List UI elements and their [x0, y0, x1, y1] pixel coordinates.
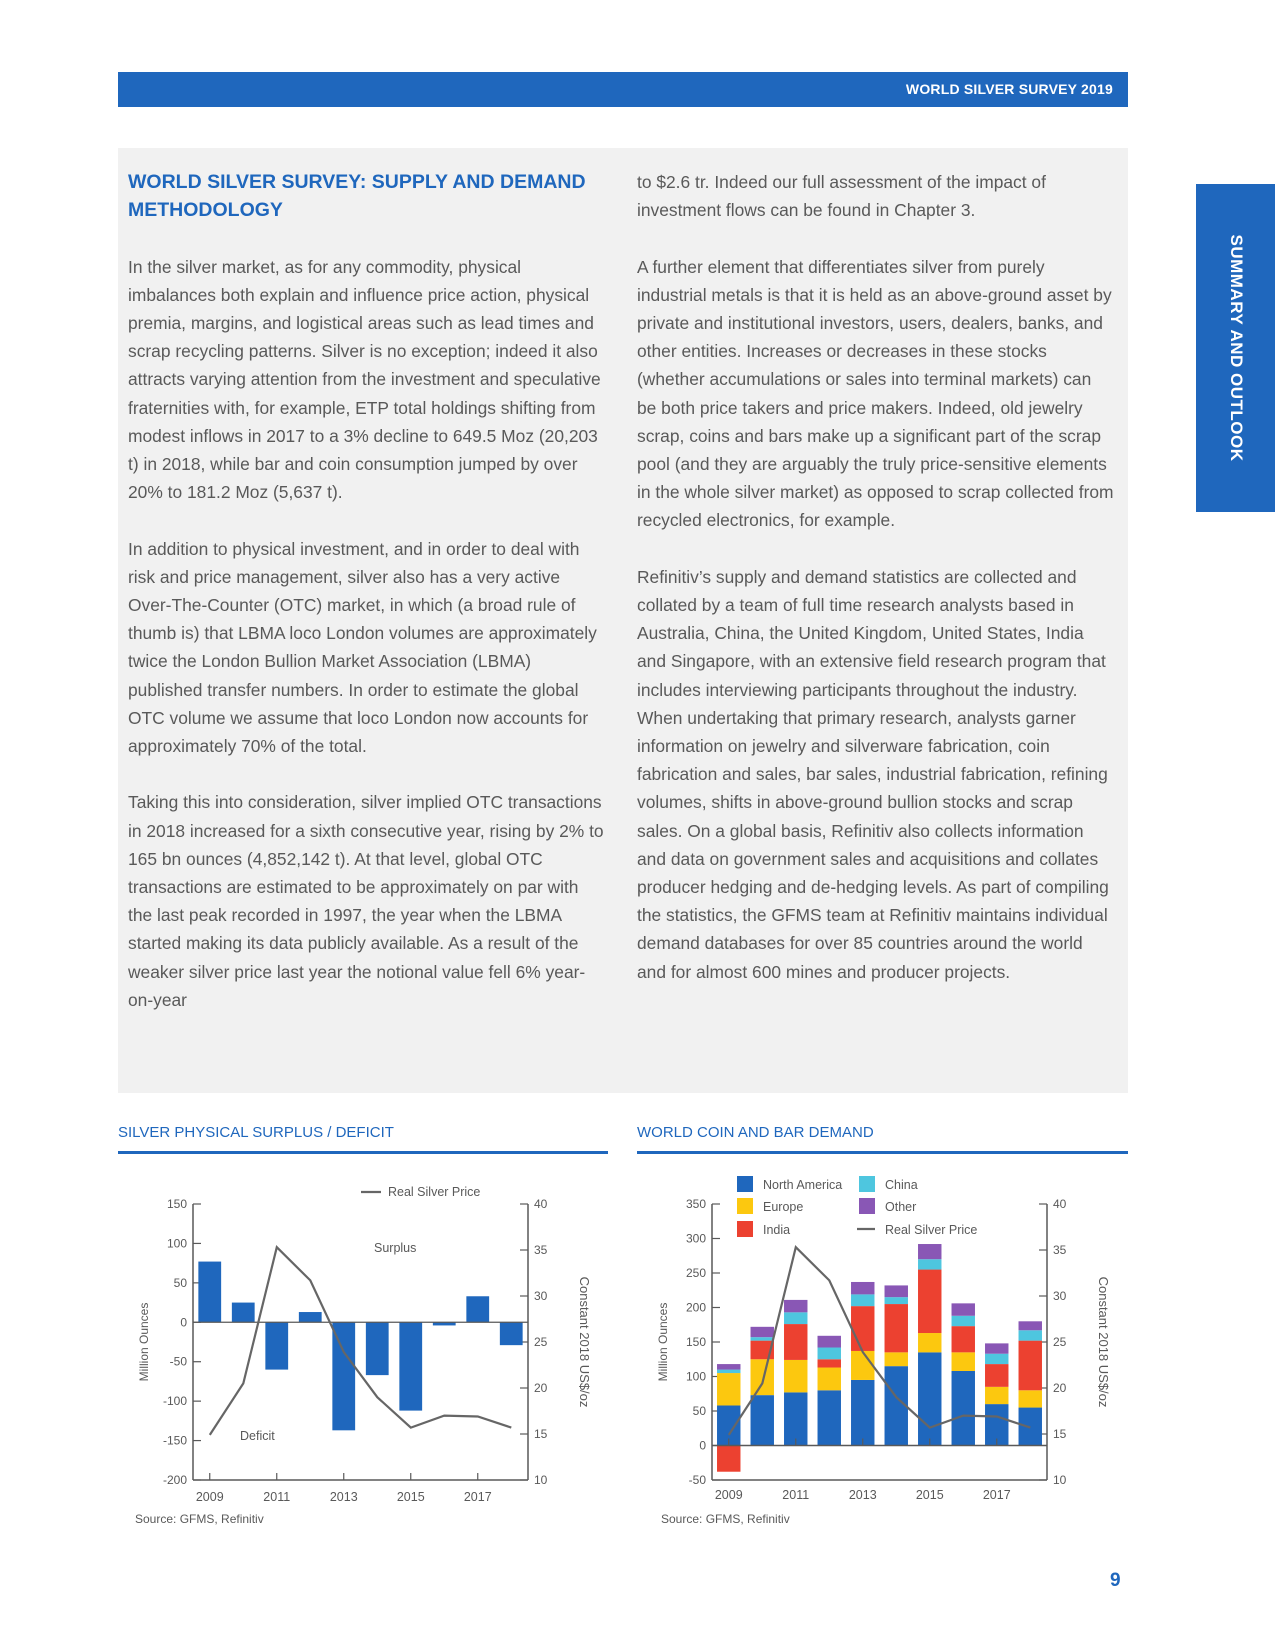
bar-segment-other — [784, 1300, 807, 1312]
surplus-deficit-chart — [118, 1170, 608, 1505]
bar-segment-india — [952, 1326, 975, 1352]
bar-segment-europe — [818, 1368, 841, 1391]
bar-segment-india — [818, 1359, 841, 1367]
y-axis-title: Million Ounces — [137, 1302, 151, 1382]
bar-segment-europe — [885, 1352, 908, 1366]
y-tick-label: 250 — [685, 1266, 706, 1280]
bar-segment-other — [918, 1244, 941, 1259]
side-tab-summary-outlook[interactable] — [1196, 184, 1275, 512]
bar-segment-india — [1019, 1341, 1042, 1391]
y2-tick-label: 10 — [534, 1473, 548, 1487]
bar-segment-europe — [985, 1387, 1008, 1404]
y-tick-label: 50 — [173, 1275, 187, 1290]
y2-tick-label: 20 — [534, 1381, 548, 1395]
chart2-title: WORLD COIN AND BAR DEMAND — [637, 1124, 874, 1141]
bar-segment-china — [885, 1297, 908, 1304]
bar-segment-china — [952, 1316, 975, 1326]
bar — [500, 1322, 523, 1345]
bar-segment-other — [952, 1303, 975, 1315]
bar — [232, 1303, 255, 1323]
bar-segment-europe — [1019, 1390, 1042, 1407]
real-silver-price-line — [210, 1247, 512, 1435]
y-tick-label: 100 — [685, 1369, 706, 1384]
legend-label-other: Other — [885, 1200, 917, 1214]
y-tick-label: 50 — [692, 1404, 706, 1418]
methodology-text-box — [118, 148, 1128, 1093]
legend-label-europe: Europe — [763, 1200, 804, 1214]
y2-tick-label: 15 — [1053, 1427, 1067, 1441]
legend-label-india: India — [763, 1223, 791, 1237]
legend-label-north-america: North America — [763, 1178, 843, 1192]
y-tick-label: -200 — [162, 1473, 187, 1487]
chart1-title-rule — [118, 1151, 608, 1154]
bar-segment-europe — [952, 1352, 975, 1371]
legend-swatch-china — [859, 1176, 875, 1192]
y-axis-title: Million Ounces — [656, 1302, 670, 1382]
side-tab-label: SUMMARY AND OUTLOOK — [1226, 234, 1246, 462]
y2-tick-label: 35 — [534, 1243, 548, 1257]
legend-swatch-other — [859, 1198, 875, 1214]
bar — [466, 1296, 489, 1322]
x-tick-label: 2015 — [396, 1490, 425, 1504]
y-tick-label: 300 — [685, 1231, 706, 1246]
bar-segment-china — [751, 1337, 774, 1340]
y2-tick-label: 35 — [1053, 1243, 1067, 1257]
y-tick-label: 0 — [699, 1438, 706, 1453]
bar-segment-other — [985, 1343, 1008, 1353]
y2-axis-title: Constant 2018 US$/oz — [577, 1276, 592, 1408]
paragraph: Taking this into consideration, silver implied OTC transactions in 2018 increased for a sixth consecutive year, rising by 2% to 165 bn ounces (4,852,142 t). At that level, global OTC transactions are estimated to be approximately on par with the last peak recorded in 1997, the year when the LBMA started making its data publicly available. As a result of the weaker silver price last year the notional value fell 6% year-on-year — [128, 792, 604, 1010]
paragraph: A further element that differentiates silver from purely industrial metals is that it is held as an above-ground asset by private and institutional investors, users, dealers, banks, and other entities. Increases or decreases in these stocks (whether accumulations or sales into terminal markets) can be both price takers and price makers. Indeed, old jewelry scrap, coins and bars make up a significant part of the scrap pool (and they are arguably the truly price-sensitive elements in the whole silver market) as opposed to scrap collected from recycled electronics, for example. — [637, 256, 1114, 531]
bar-segment-europe — [717, 1373, 740, 1405]
chart2-source: Source: GFMS, Refinitiv — [661, 1512, 790, 1526]
paragraph: In the silver market, as for any commodity, physical imbalances both explain and influence price action, physical premia, margins, and logistical areas such as lead times and scrap recycling patterns. Silver is no exception; indeed it also attracts varying attention from the investment and speculative fraternities with, for example, ETP total holdings shifting from modest inflows in 2017 to a 3% decline to 649.5 Moz (20,203 t) in 2018, while bar and coin consumption jumped by over 20% to 181.2 Moz (5,637 t). — [128, 256, 601, 503]
bar-segment-north-america — [918, 1352, 941, 1445]
legend-label-china: China — [885, 1178, 918, 1192]
bar-segment-other — [851, 1282, 874, 1294]
y-tick-label: -150 — [162, 1433, 187, 1448]
y-tick-label: 350 — [685, 1197, 706, 1211]
header-bar — [118, 72, 1128, 107]
article-title: WORLD SILVER SURVEY: SUPPLY AND DEMAND METHODOLOGY — [128, 171, 586, 222]
bar — [399, 1322, 422, 1410]
y-tick-label: 150 — [685, 1335, 706, 1349]
bar-segment-india — [851, 1306, 874, 1351]
bar — [198, 1262, 221, 1323]
bar-segment-other — [818, 1336, 841, 1348]
y2-tick-label: 40 — [1053, 1197, 1067, 1211]
x-tick-label: 2013 — [848, 1488, 877, 1502]
x-tick-label: 2011 — [263, 1490, 291, 1504]
bar — [299, 1312, 322, 1322]
page-number: 9 — [1110, 1570, 1121, 1591]
annotation-surplus: Surplus — [374, 1241, 417, 1255]
y-tick-label: 150 — [166, 1197, 187, 1211]
bar-segment-europe — [751, 1359, 774, 1395]
paragraph: Refinitiv’s supply and demand statistics are collected and collated by a team of full time research analysts based in Australia, China, the United Kingdom, United States, India and Singapore, with an extensive field research program that includes interviewing participants throughout the industry. When undertaking that primary research, analysts garner information on jewelry and silverware fabrication, coin fabrication and sales, bar sales, industrial fabrication, refining volumes, shifts in above-ground bullion stocks and scrap sales. On a global basis, Refinitiv also collects information and data on government sales and acquisitions and collates producer hedging and de-hedging levels. As part of compiling the statistics, the GFMS team at Refinitiv maintains individual demand databases for over 85 countries around the world and for almost 600 mines and producer projects. — [637, 566, 1109, 982]
bar-segment-china — [818, 1348, 841, 1360]
y2-tick-label: 10 — [1053, 1473, 1067, 1487]
legend-label-real-silver-price: Real Silver Price — [885, 1223, 978, 1237]
bar-segment-europe — [918, 1333, 941, 1352]
bar-segment-india — [885, 1304, 908, 1352]
bar-segment-china — [717, 1370, 740, 1373]
bar-segment-other — [1019, 1321, 1042, 1330]
bar-segment-india — [985, 1364, 1008, 1387]
bar — [332, 1322, 355, 1430]
bar-segment-other — [717, 1364, 740, 1370]
bar-segment-india — [784, 1324, 807, 1360]
coin-bar-demand-chart — [637, 1170, 1128, 1505]
x-tick-label: 2009 — [714, 1488, 743, 1502]
y2-tick-label: 30 — [1053, 1289, 1067, 1303]
bar-segment-other — [751, 1327, 774, 1337]
paragraph: to $2.6 tr. Indeed our full assessment of the impact of investment flows can be found in Chapter 3. — [637, 172, 1046, 221]
legend-swatch-north-america — [737, 1176, 753, 1192]
bar-segment-other — [885, 1285, 908, 1297]
y-tick-label: 200 — [685, 1300, 706, 1315]
chart1-title: SILVER PHYSICAL SURPLUS / DEFICIT — [118, 1124, 394, 1141]
chart1-source: Source: GFMS, Refinitiv — [135, 1512, 264, 1526]
y2-tick-label: 25 — [1053, 1335, 1067, 1349]
y2-axis-title: Constant 2018 US$/oz — [1096, 1276, 1111, 1408]
y2-tick-label: 20 — [1053, 1381, 1067, 1395]
bar-segment-china — [851, 1294, 874, 1306]
bar-segment-north-america — [851, 1380, 874, 1446]
bar-segment-north-america — [952, 1371, 975, 1446]
chart2-title-rule — [637, 1151, 1128, 1154]
bar-segment-china — [985, 1354, 1008, 1364]
y2-tick-label: 15 — [534, 1427, 548, 1441]
x-tick-label: 2011 — [782, 1488, 810, 1502]
bar-segment-europe — [784, 1360, 807, 1392]
bar-segment-india — [918, 1270, 941, 1333]
bar-segment-europe — [851, 1351, 874, 1380]
right-column — [637, 168, 1115, 1014]
bar-segment-india — [717, 1446, 740, 1472]
y-tick-label: -50 — [688, 1473, 706, 1487]
bar — [366, 1322, 389, 1375]
x-tick-label: 2013 — [329, 1490, 358, 1504]
y-tick-label: -50 — [169, 1354, 187, 1369]
x-tick-label: 2017 — [463, 1490, 492, 1504]
bar-segment-north-america — [784, 1392, 807, 1445]
y-tick-label: 0 — [180, 1315, 187, 1330]
y2-tick-label: 30 — [534, 1289, 548, 1303]
header-title: WORLD SILVER SURVEY 2019 — [905, 81, 1113, 97]
bar — [265, 1322, 288, 1369]
bar-segment-china — [1019, 1330, 1042, 1340]
y2-tick-label: 25 — [534, 1335, 548, 1349]
x-tick-label: 2015 — [915, 1488, 944, 1502]
bar-segment-china — [784, 1312, 807, 1324]
bar-segment-north-america — [818, 1390, 841, 1445]
x-tick-label: 2017 — [982, 1488, 1011, 1502]
bar-segment-china — [918, 1259, 941, 1269]
left-column — [128, 168, 606, 1042]
y-tick-label: -100 — [162, 1394, 187, 1409]
y-tick-label: 100 — [166, 1236, 187, 1251]
legend-swatch-europe — [737, 1198, 753, 1214]
annotation-deficit: Deficit — [240, 1429, 275, 1443]
y2-tick-label: 40 — [534, 1197, 548, 1211]
paragraph: In addition to physical investment, and in order to deal with risk and price management, silver also has a very active Over-The-Counter (OTC) market, in which (a broad rule of thumb is) that LBMA loco London volumes are approximately twice the London Bullion Market Association (LBMA) published transfer numbers. In order to estimate the global OTC volume we assume that loco London now accounts for approximately 70% of the total. — [128, 538, 597, 757]
x-tick-label: 2009 — [195, 1490, 224, 1504]
bar-segment-north-america — [751, 1395, 774, 1445]
legend-label-price: Real Silver Price — [388, 1185, 481, 1199]
legend-swatch-india — [737, 1221, 753, 1237]
